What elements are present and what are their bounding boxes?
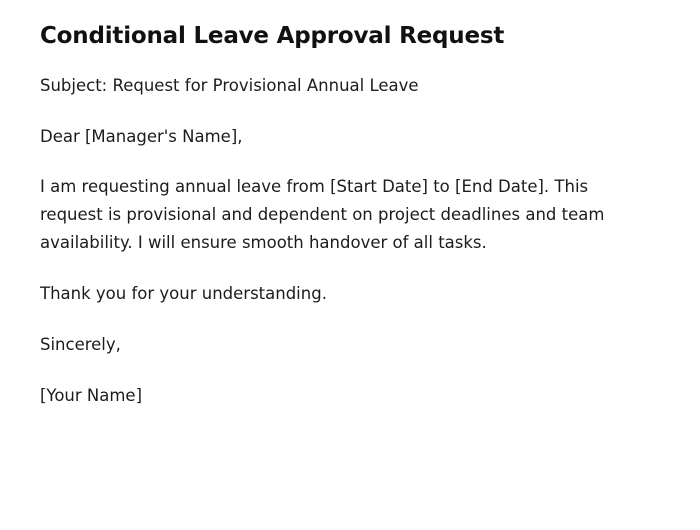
sign-off: Sincerely,: [40, 335, 121, 355]
page-title: Conditional Leave Approval Request: [40, 23, 505, 49]
closing-thanks: Thank you for your understanding.: [40, 284, 327, 304]
body-paragraph: I am requesting annual leave from [Start Date] to [End Date]. This request is provisional and dependent on project deadlines and team availability. I will ensure smooth handover of all tasks.: [40, 177, 605, 252]
signature-name: [Your Name]: [40, 385, 143, 405]
salutation: Dear [Manager's Name],: [40, 126, 243, 146]
subject-line: Subject: Request for Provisional Annual Leave: [40, 75, 419, 95]
